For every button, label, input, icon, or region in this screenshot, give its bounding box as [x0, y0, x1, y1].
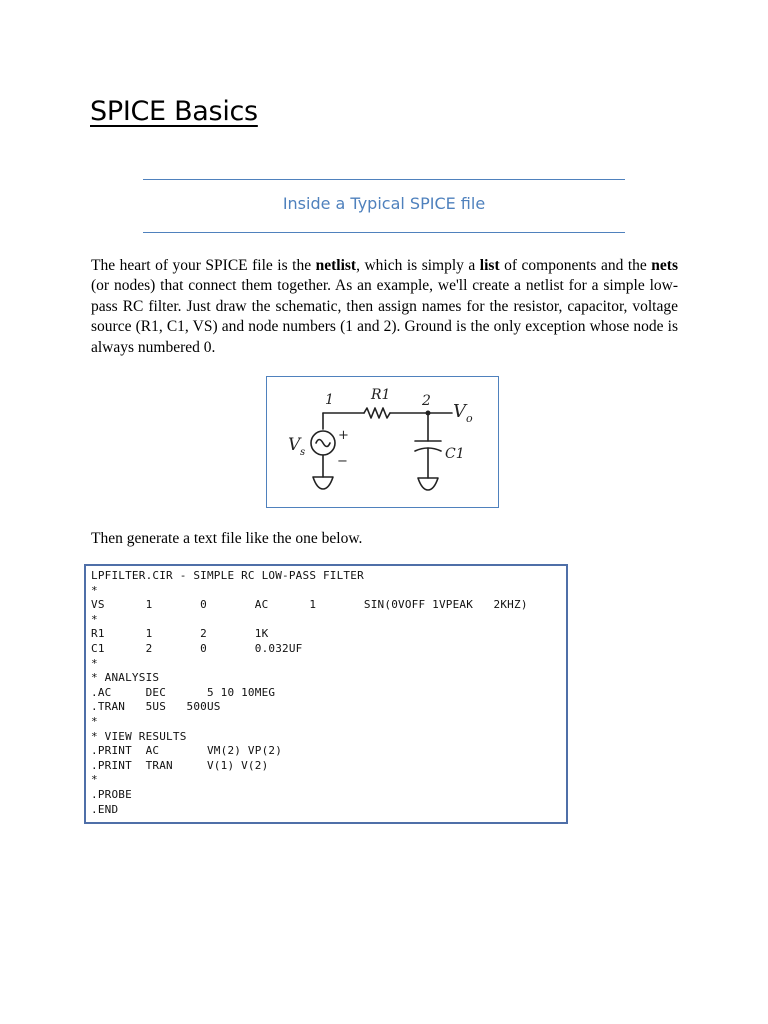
code-line: * ANALYSIS	[91, 671, 160, 685]
code-line: *	[91, 612, 98, 626]
netlist-code-box	[84, 564, 568, 824]
instruction-text: Then generate a text file like the one below.	[91, 530, 363, 547]
page-title: SPICE Basics	[90, 96, 258, 127]
code-line: * VIEW RESULTS	[91, 729, 187, 743]
intro-text-3: of components and the	[499, 257, 652, 274]
node-1-label: 1	[325, 392, 334, 408]
code-line: .PRINT TRAN V(1) V(2)	[91, 758, 269, 772]
source-sine-icon	[316, 440, 330, 447]
subtitle-top-rule	[143, 179, 625, 180]
vout-label: V	[453, 401, 466, 422]
code-line: R1 1 2 1K	[91, 627, 269, 641]
vs-label: V	[288, 435, 301, 455]
nets-term: nets	[651, 257, 678, 274]
code-line: C1 2 0 0.032UF	[91, 641, 303, 655]
code-line: *	[91, 583, 98, 597]
source-plus-sign: +	[338, 428, 349, 443]
code-line: VS 1 0 AC 1 SIN(0VOFF 1VPEAK 2KHZ)	[91, 598, 528, 612]
rc-filter-schematic	[266, 376, 499, 508]
ground-right-icon	[418, 478, 438, 490]
code-line: *	[91, 773, 98, 787]
code-line: .PROBE	[91, 787, 132, 801]
code-line: .TRAN 5US 500US	[91, 700, 221, 714]
code-line: .AC DEC 5 10 10MEG	[91, 685, 276, 699]
vout-subscript: o	[466, 412, 473, 425]
intro-text-1: The heart of your SPICE file is the	[91, 257, 316, 274]
list-term: list	[479, 257, 500, 274]
node-2-label: 2	[422, 393, 431, 409]
schematic-drawing	[267, 377, 497, 506]
netlist-term: netlist	[315, 257, 357, 274]
capacitor-label: C1	[445, 446, 465, 462]
intro-text-4: (or nodes) that connect them together. As an example, we'll create a netlist for a simple low-pass RC filter. Just draw the schematic, then assign names for the resistor, capacitor, voltage source (R1, C1, VS) and node numbers (1 and 2). Ground is the only exception whose node is always numbered 0.	[91, 277, 678, 356]
source-minus-sign: −	[337, 454, 348, 469]
intro-text-2: , which is simply a	[356, 257, 480, 274]
resistor-symbol	[364, 408, 390, 418]
ground-left-icon	[313, 477, 333, 489]
section-subtitle: Inside a Typical SPICE file	[282, 194, 486, 213]
resistor-label: R1	[371, 387, 391, 403]
code-line: *	[91, 656, 98, 670]
code-line: .END	[91, 802, 119, 816]
subtitle-bottom-rule	[143, 232, 625, 233]
vs-subscript: s	[300, 447, 306, 458]
code-line: *	[91, 714, 98, 728]
code-line: .PRINT AC VM(2) VP(2)	[91, 744, 283, 758]
intro-paragraph	[91, 256, 678, 358]
code-line: LPFILTER.CIR - SIMPLE RC LOW-PASS FILTER	[91, 569, 364, 582]
